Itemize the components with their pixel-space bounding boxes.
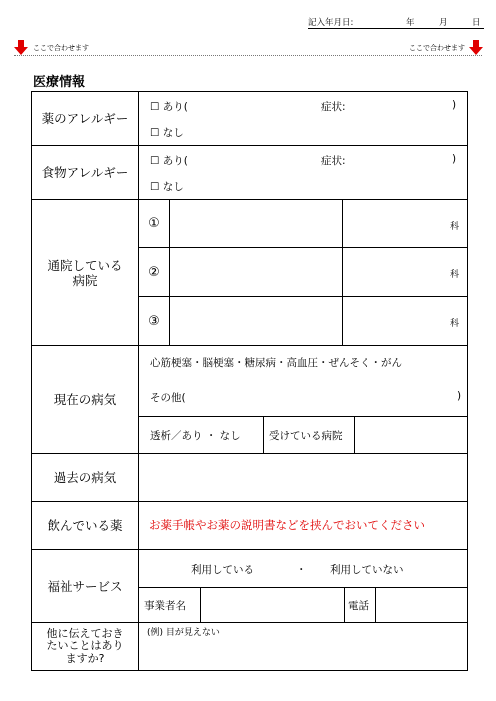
entry-date-line bbox=[308, 15, 484, 29]
drug-allergy-label: 薬のアレルギー bbox=[32, 92, 139, 146]
month-label: 月 bbox=[439, 18, 448, 28]
day-label: 日 bbox=[472, 18, 481, 28]
fold-text-left: ここで合わせます bbox=[33, 43, 89, 52]
medicine-note: お薬手帳やお薬の説明書などを挟んでおいてください bbox=[149, 518, 425, 532]
food-allergy-close: ) bbox=[452, 153, 457, 165]
dept-suffix-1: 科 bbox=[449, 222, 459, 232]
welfare-dot: ・ bbox=[296, 564, 307, 576]
food-allergy-label: 食物アレルギー bbox=[32, 146, 139, 200]
other-notes-field[interactable] bbox=[139, 623, 468, 670]
past-illness-field[interactable] bbox=[139, 454, 468, 502]
fold-text-right: ここで合わせます bbox=[409, 43, 465, 52]
drug-allergy-field[interactable] bbox=[139, 92, 468, 146]
hospital-dept-field-3[interactable] bbox=[343, 297, 468, 346]
other-notes-example: (例) 目が見えない bbox=[147, 628, 220, 638]
hospital-num-3: ③ bbox=[139, 297, 170, 346]
medicine-field[interactable] bbox=[139, 502, 468, 550]
provider-label: 事業者名 bbox=[144, 600, 186, 612]
food-allergy-symptom: 症状: bbox=[321, 155, 346, 167]
drug-allergy-close: ) bbox=[452, 99, 457, 111]
phone-label: 電話 bbox=[348, 600, 369, 612]
hospital-dept-field-1[interactable] bbox=[343, 200, 468, 248]
red-down-arrow-icon bbox=[469, 40, 483, 55]
other-notes-label: 他に伝えておきたいことはありますか? bbox=[32, 623, 139, 670]
past-illness-label: 過去の病気 bbox=[32, 454, 139, 502]
fold-mark-right bbox=[409, 40, 483, 55]
dept-suffix-3: 科 bbox=[449, 319, 459, 329]
dialysis-hospital-label-cell bbox=[264, 417, 355, 454]
other-illness-close: ) bbox=[457, 390, 462, 402]
hospital-name-field-2[interactable] bbox=[170, 248, 343, 297]
welfare-label: 福祉サービス bbox=[32, 550, 139, 623]
section-title: 医療情報 bbox=[33, 75, 86, 90]
dialysis-hospital-field[interactable] bbox=[355, 417, 468, 454]
food-allergy-field[interactable] bbox=[139, 146, 468, 200]
welfare-using[interactable]: 利用している bbox=[191, 564, 254, 576]
dialysis-options[interactable]: 透析／あり ・ なし bbox=[150, 430, 241, 442]
medicine-label: 飲んでいる薬 bbox=[32, 502, 139, 550]
phone-label-cell bbox=[345, 588, 376, 623]
hospital-name-field-1[interactable] bbox=[170, 200, 343, 248]
food-allergy-no[interactable]: ☐ なし bbox=[150, 181, 184, 193]
dept-suffix-2: 科 bbox=[449, 270, 459, 280]
fold-dotted-line bbox=[14, 55, 482, 56]
current-illness-label: 現在の病気 bbox=[32, 346, 139, 454]
dialysis-field[interactable] bbox=[139, 417, 264, 454]
drug-allergy-symptom: 症状: bbox=[321, 101, 346, 113]
entry-date-label: 記入年月日: bbox=[308, 18, 354, 28]
hospital-num-2: ② bbox=[139, 248, 170, 297]
fold-mark-left bbox=[14, 40, 89, 55]
year-label: 年 bbox=[406, 18, 415, 28]
medical-info-table bbox=[31, 91, 468, 671]
red-down-arrow-icon bbox=[14, 40, 28, 55]
provider-label-cell bbox=[139, 588, 201, 623]
disease-options[interactable]: 心筋梗塞・脳梗塞・糖尿病・高血圧・ぜんそく・がん bbox=[150, 357, 402, 369]
hospital-name-field-3[interactable] bbox=[170, 297, 343, 346]
hospital-dept-field-2[interactable] bbox=[343, 248, 468, 297]
hospitals-label: 通院している病院 bbox=[32, 200, 139, 346]
food-allergy-yes[interactable]: ☐ あり( bbox=[150, 155, 188, 167]
dialysis-hospital-label: 受けている病院 bbox=[269, 430, 343, 442]
provider-field[interactable] bbox=[201, 588, 345, 623]
drug-allergy-yes[interactable]: ☐ あり( bbox=[150, 101, 188, 113]
welfare-not-using[interactable]: 利用していない bbox=[330, 564, 404, 576]
phone-field[interactable] bbox=[376, 588, 468, 623]
current-illness-field[interactable] bbox=[139, 346, 468, 417]
welfare-usage-field[interactable] bbox=[139, 550, 468, 588]
other-illness: その他( bbox=[150, 392, 186, 404]
hospital-num-1: ① bbox=[139, 200, 170, 248]
drug-allergy-no[interactable]: ☐ なし bbox=[150, 127, 184, 139]
